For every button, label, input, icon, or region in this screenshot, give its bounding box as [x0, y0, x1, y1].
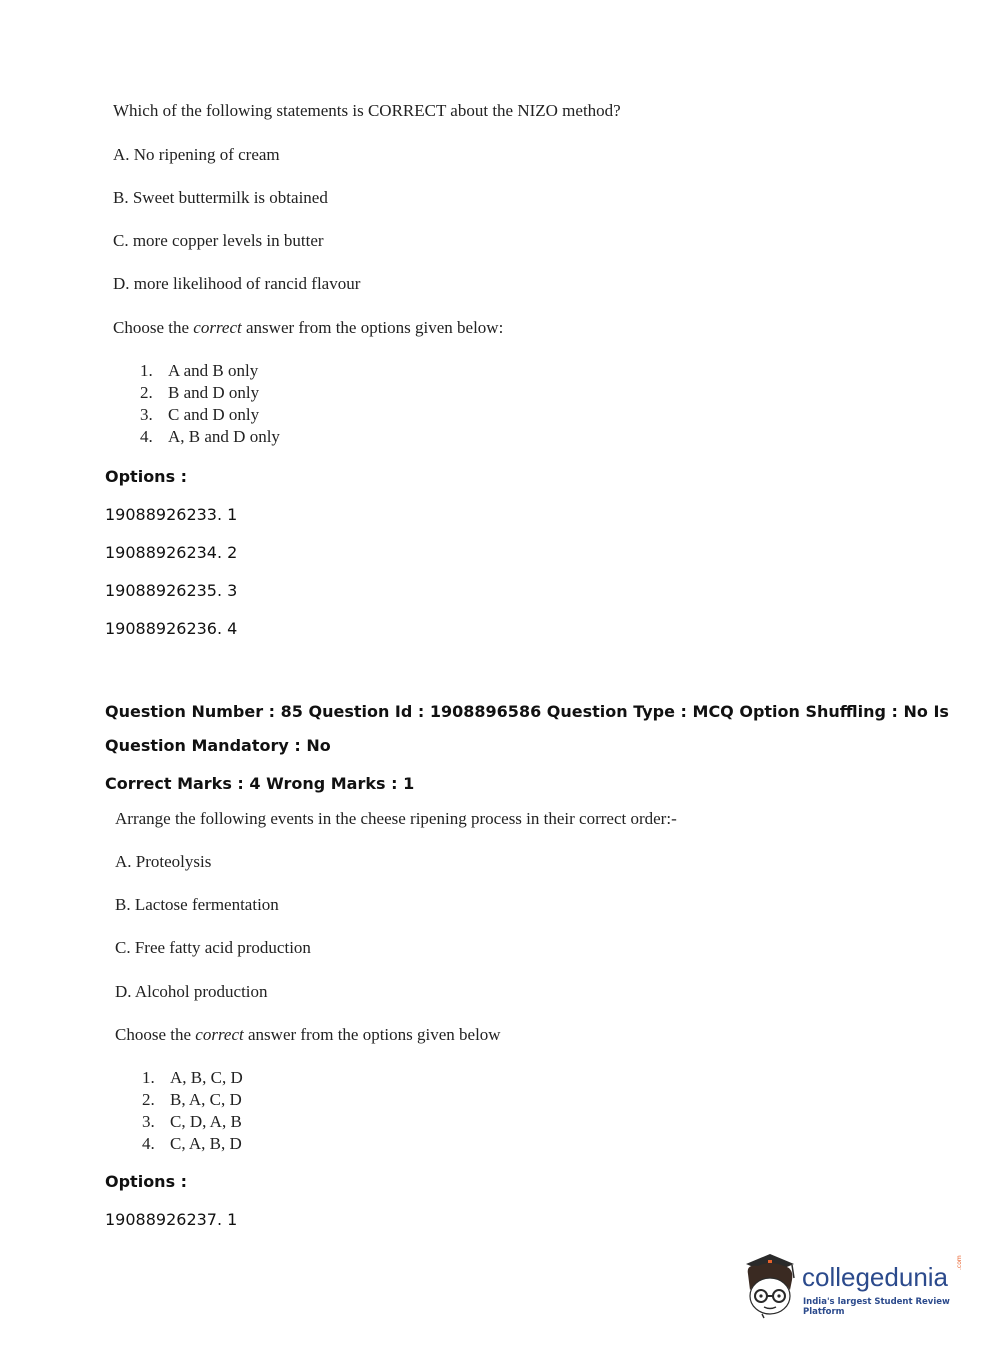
q1-options-label: Options : [105, 467, 188, 486]
q1-choice: 3. C and D only [140, 405, 260, 424]
q2-choose-instruction: Choose the correct answer from the options given below [115, 1025, 501, 1044]
logo-com: .com [956, 1255, 963, 1270]
q1-statement-d: D. more likelihood of rancid flavour [113, 274, 361, 293]
q2-choice: 2. B, A, C, D [142, 1090, 242, 1109]
q2-choice: 3. C, D, A, B [142, 1112, 242, 1131]
q1-option: 19088926236. 4 [105, 619, 238, 638]
q2-meta-line1: Question Number : 85 Question Id : 1908896586 Question Type : MCQ Option Shuffling : No Is [105, 702, 949, 721]
q1-option: 19088926234. 2 [105, 543, 238, 562]
collegedunia-logo[interactable] [740, 1250, 970, 1320]
logo-wordmark: collegedunia [802, 1262, 949, 1292]
q2-options-label: Options : [105, 1172, 188, 1191]
q2-statement-c: C. Free fatty acid production [115, 938, 311, 957]
q1-statement-a: A. No ripening of cream [113, 145, 280, 164]
q2-statement-d: D. Alcohol production [115, 982, 268, 1001]
q1-option: 19088926233. 1 [105, 505, 238, 524]
q1-choice: 2. B and D only [140, 383, 260, 402]
logo-tagline: India's largest Student Review Platform [803, 1297, 950, 1317]
q1-stem: Which of the following statements is CORRECT about the NIZO method? [113, 101, 621, 120]
q1-choice: 4. A, B and D only [140, 427, 280, 446]
q1-choice: 1. A and B only [140, 361, 259, 380]
q2-statement-a: A. Proteolysis [115, 852, 212, 871]
q1-statement-b: B. Sweet buttermilk is obtained [113, 188, 328, 207]
q2-marks: Correct Marks : 4 Wrong Marks : 1 [105, 774, 415, 793]
q1-statement-c: C. more copper levels in butter [113, 231, 324, 250]
q2-meta-line2: Question Mandatory : No [105, 736, 331, 755]
q2-choice: 1. A, B, C, D [142, 1068, 243, 1087]
q2-statement-b: B. Lactose fermentation [115, 895, 279, 914]
q2-stem: Arrange the following events in the cheese ripening process in their correct order:- [115, 809, 677, 828]
q1-option: 19088926235. 3 [105, 581, 238, 600]
q1-choose-instruction: Choose the correct answer from the options given below: [113, 318, 504, 337]
q2-option: 19088926237. 1 [105, 1210, 238, 1229]
mascot-icon [740, 1250, 800, 1320]
q2-choice: 4. C, A, B, D [142, 1134, 242, 1153]
